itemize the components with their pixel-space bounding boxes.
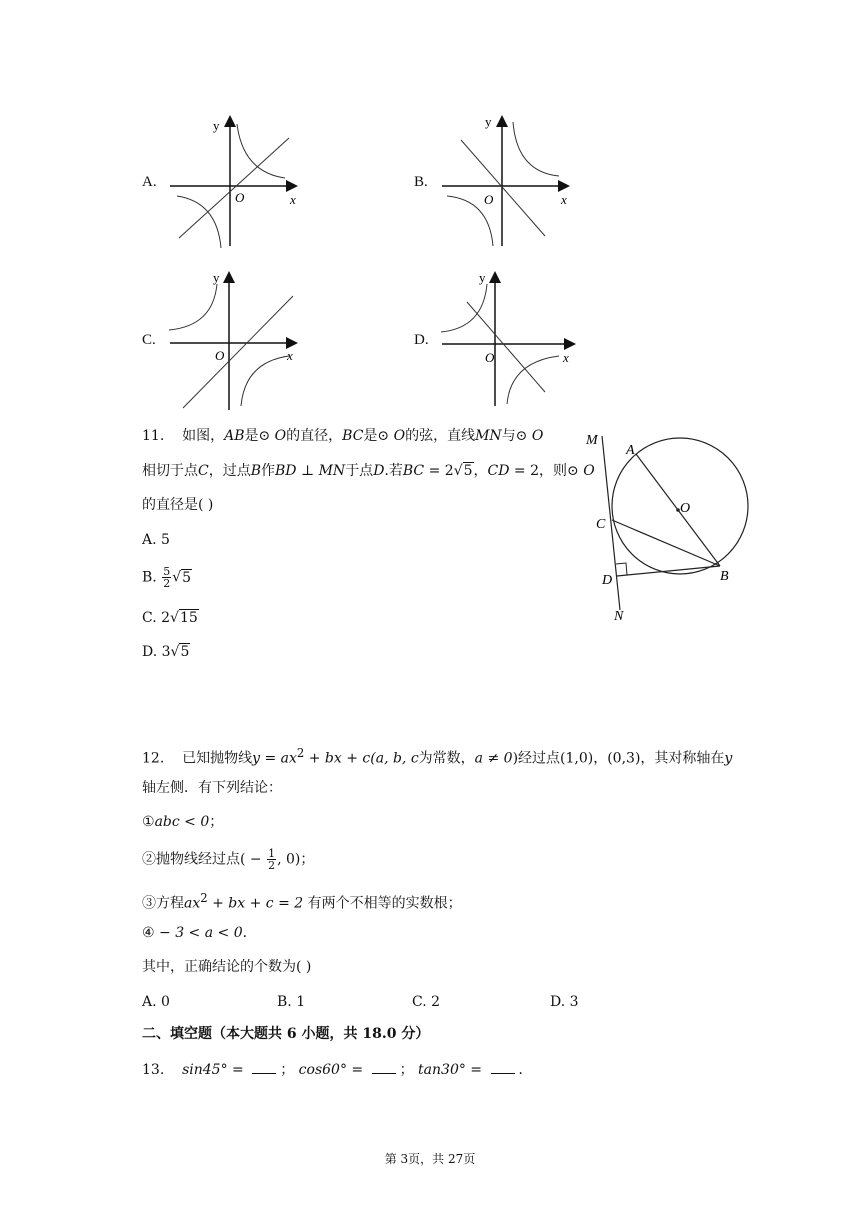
text: 的弦，直线 [405, 428, 476, 444]
q11-line2: 相切于点C，过点B作BD ⊥ MN于点D.若BC = 2√5，CD = 2，则⊙ O [142, 463, 595, 479]
option-c-label: C. [142, 332, 156, 348]
axis-y-label: y [213, 118, 220, 133]
text: 于点 [345, 463, 374, 479]
graph-option-b [437, 112, 577, 250]
math: AB [224, 428, 245, 444]
q12-conclusion-1: ①abc < 0； [142, 814, 224, 830]
math: BD ⊥ MN [275, 463, 346, 479]
q12-conclusion-3: ③方程$ax^2$ + bx + c = 2 有两个不相等的实数根； [142, 891, 462, 912]
q13-number: 13. [142, 1062, 165, 1078]
graph-option-a [165, 112, 305, 250]
q11-option-b: B. $\frac{5}{2}$ √5 [142, 565, 192, 590]
section-heading: 二、填空题（本大题共 6 小题，共 18.0 分） [142, 1026, 430, 1042]
axis-y-label: y [479, 270, 486, 285]
label-o: O [680, 501, 691, 516]
math: BC [402, 463, 425, 479]
axis-x-label: x [290, 192, 296, 207]
text: 相切于点 [142, 463, 198, 479]
math: BC [342, 428, 364, 444]
math: y = ax [252, 750, 297, 767]
math: MN [475, 428, 502, 444]
text: = 2，则⊙ [509, 463, 584, 479]
text: ， [473, 463, 488, 479]
text: 是⊙ [244, 428, 275, 444]
label-c: C [596, 517, 606, 532]
q11-number: 11. [142, 428, 165, 444]
radicand: 5 [180, 644, 190, 660]
q11-option-a: A. 5 [142, 532, 170, 548]
math: O [531, 428, 544, 444]
option-a-label: A. [142, 174, 157, 190]
math: C [198, 463, 209, 479]
text: B. [142, 569, 162, 586]
right-angle-mark [616, 563, 627, 575]
q13-line: 13. sin45° = ； cos60° = ； tan30° = ． [142, 1059, 533, 1080]
origin-label: O [485, 350, 495, 365]
q11-option-d: D. 3√5 [142, 644, 190, 660]
origin-label: O [215, 348, 225, 363]
origin-label: O [235, 190, 245, 205]
segment-bd [617, 566, 720, 576]
q11-option-c: C. 2√15 [142, 610, 198, 626]
axis-x-label: x [287, 348, 293, 363]
q12-option-c: C. 2 [412, 994, 441, 1010]
math: O [583, 463, 595, 479]
math: CD [487, 463, 510, 479]
radicand: 15 [179, 610, 198, 626]
text: 与⊙ [501, 428, 532, 444]
label-n: N [614, 609, 624, 624]
label-b: B [720, 569, 729, 584]
text: C. 2 [142, 610, 171, 626]
math: O [274, 428, 287, 444]
axis-x-label: x [561, 192, 567, 207]
q12-question: 其中，正确结论的个数为( ) [142, 959, 312, 975]
text: 的直径， [286, 428, 343, 444]
q11-line3: 的直径是( ) [142, 497, 214, 513]
answer-blank[interactable] [252, 1059, 276, 1074]
label-d: D [602, 573, 613, 588]
axis-y-label: y [485, 114, 492, 129]
origin-label: O [484, 192, 494, 207]
math: a ≠ 0 [474, 750, 513, 767]
text: )经过点(1,0)，(0,3)，其对称轴在 [512, 750, 725, 767]
q12-option-b: B. 1 [277, 994, 306, 1010]
q11-figure [580, 424, 760, 628]
answer-blank[interactable] [372, 1059, 396, 1074]
q12-line1 [142, 743, 732, 769]
page-footer: 第 3页，共 27页 [384, 1152, 476, 1166]
text: 是⊙ [363, 428, 394, 444]
q12-line2: 轴左侧．有下列结论： [142, 780, 282, 796]
math: D [373, 463, 385, 479]
answer-blank[interactable] [491, 1059, 515, 1074]
graph-option-c [165, 266, 305, 412]
text: 作 [261, 463, 276, 479]
chord-bc [612, 520, 720, 566]
q12-option-d: D. 3 [550, 994, 579, 1010]
math: B [250, 463, 262, 479]
text: .若 [384, 463, 403, 479]
q12-conclusion-2: ②抛物线经过点( − $\frac{1}{2}$ , 0)； [142, 847, 315, 872]
option-b-label: B. [414, 174, 428, 190]
math: O [393, 428, 406, 444]
axis-y-label: y [213, 270, 220, 285]
math: y [724, 750, 733, 767]
radicand: 5 [182, 569, 192, 586]
q11-line1 [142, 426, 543, 446]
label-m: M [586, 433, 598, 448]
axis-x-label: x [563, 350, 569, 365]
graph-option-d [437, 266, 577, 412]
q12-option-a: A. 0 [142, 994, 170, 1010]
fraction: $\frac{5}{2}$ [163, 565, 171, 590]
text: ，过点 [208, 463, 251, 479]
radicand: 5 [463, 463, 473, 479]
text: D. 3 [142, 644, 171, 660]
math: + bx + c(a, b, c [304, 750, 419, 767]
text: = 2 [424, 463, 454, 479]
text: 如图， [182, 428, 225, 444]
text: 为常数， [418, 750, 475, 767]
q12-conclusion-4: ④ − 3 < a < 0． [142, 925, 257, 941]
q12-number: 12. [142, 750, 165, 767]
option-d-label: D. [414, 332, 429, 348]
label-a: A [626, 443, 635, 458]
exponent: 2 [296, 746, 305, 760]
text: 已知抛物线 [182, 750, 253, 767]
